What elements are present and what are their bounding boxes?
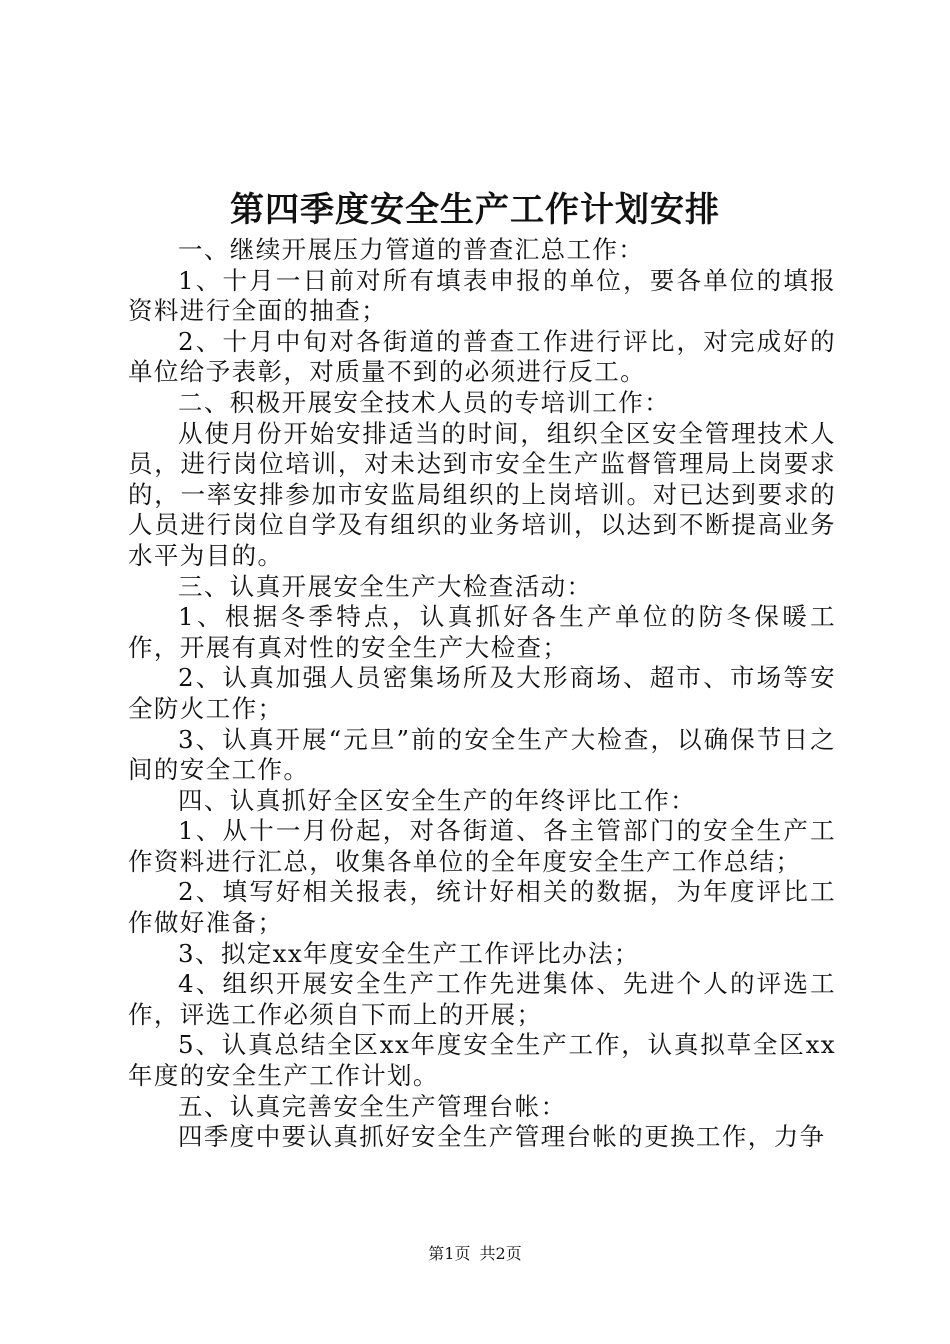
section-heading-2: 二、积极开展安全技术人员的专培训工作：	[178, 387, 671, 417]
list-item: 3、拟定xx年度安全生产工作评比办法；	[178, 938, 640, 968]
document-body	[128, 235, 836, 1153]
section-heading-1: 一、继续开展压力管道的普查汇总工作：	[178, 235, 645, 264]
section-heading-4: 四、认真抓好全区安全生产的年终评比工作：	[178, 785, 696, 815]
list-item: 1、从十一月份起，对各街道、各主管部门的安全生产工作资料进行汇总，收集各单位的全年度安全生产工作总结；	[128, 816, 836, 876]
section-heading-3: 三、认真开展安全生产大检查活动：	[178, 571, 593, 601]
list-item: 5、认真总结全区xx年度安全生产工作，认真拟草全区xx年度的安全生产工作计划。	[128, 1030, 836, 1091]
list-item: 2、填写好相关报表，统计好相关的数据，为年度评比工作做好准备；	[128, 877, 836, 938]
list-item: 1、十月一日前对所有填表申报的单位，要各单位的填报资料进行全面的抽查；	[128, 265, 836, 326]
list-item: 2、十月中旬对各街道的普查工作进行评比，对完成好的单位给予表彰，对质量不到的必须进行反工。	[128, 326, 836, 387]
list-item: 4、组织开展安全生产工作先进集体、先进个人的评选工作，评选工作必须自下而上的开展；	[128, 969, 836, 1029]
list-item: 1、根据冬季特点，认真抓好各生产单位的防冬保暖工作，开展有真对性的安全生产大检查；	[128, 602, 836, 662]
document-title: 第四季度安全生产工作计划安排	[230, 190, 720, 230]
page-number-footer: 第1页 共2页	[428, 1244, 522, 1263]
list-item: 3、认真开展“元旦”前的安全生产大检查，以确保节日之间的安全工作。	[128, 724, 836, 785]
body-paragraph: 四季度中要认真抓好安全生产管理台帐的更换工作，力争	[178, 1122, 826, 1152]
list-item: 2、认真加强人员密集场所及大形商场、超市、市场等安全防火工作；	[128, 663, 836, 723]
body-paragraph: 从使月份开始安排适当的时间，组织全区安全管理技术人员，进行岗位培训，对未达到市安全生产监督管理局上岗要求的，一率安排参加市安监局组织的上岗培训。对已达到要求的人员进行岗位自学及有组织的业务培训，以达到不断提高业务水平为目的。	[128, 418, 836, 570]
section-heading-5: 五、认真完善安全生产管理台帐：	[178, 1091, 567, 1121]
